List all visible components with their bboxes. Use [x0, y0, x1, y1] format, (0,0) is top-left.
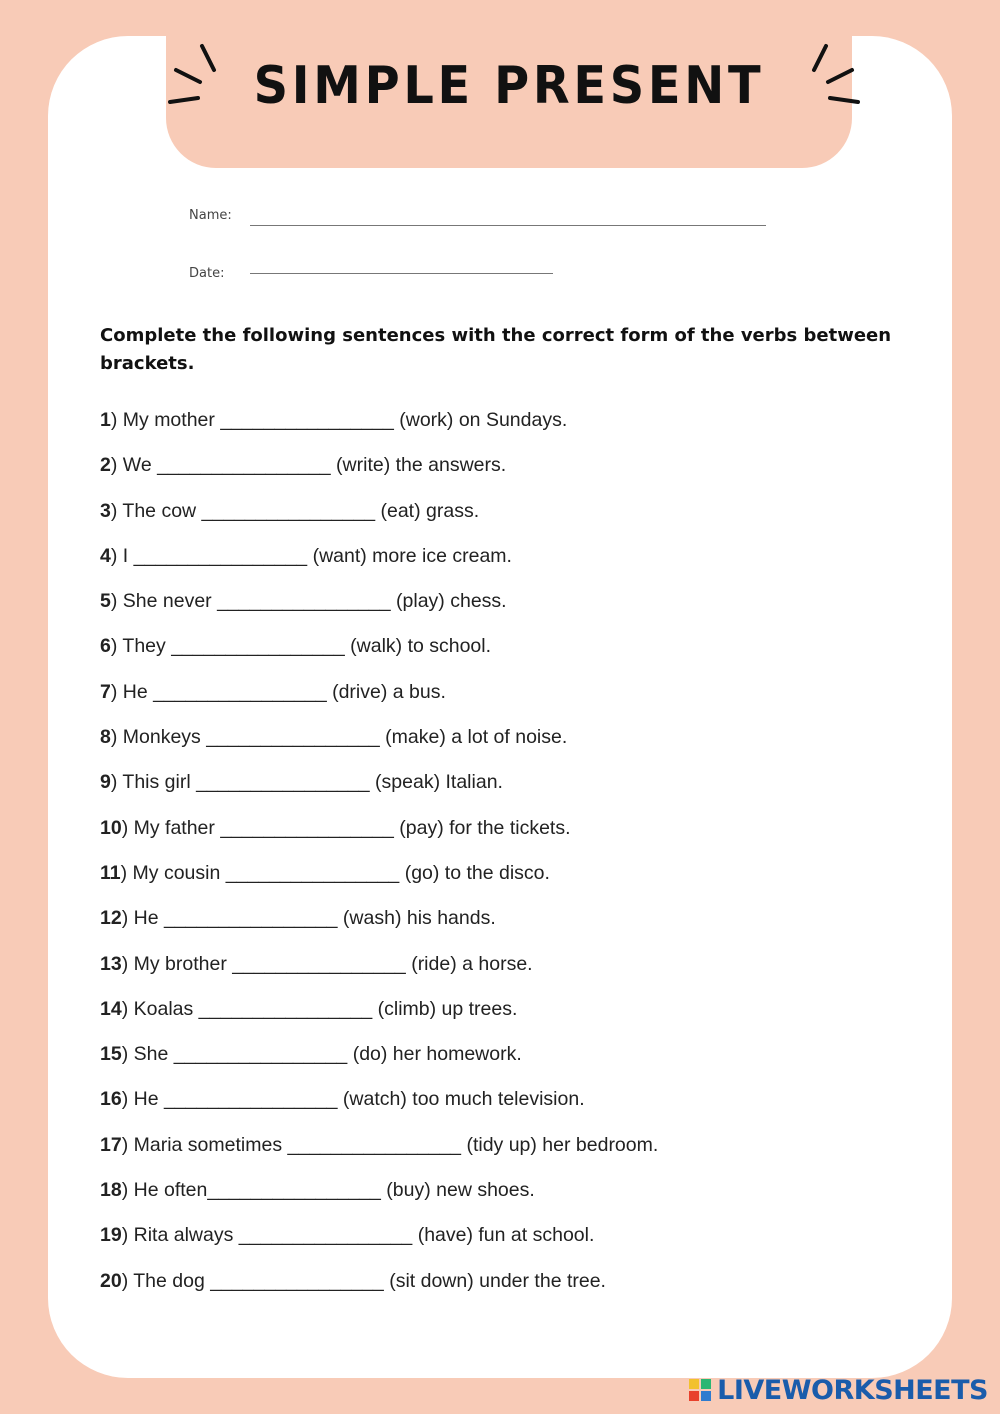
exercise-item — [100, 722, 920, 767]
exercise-item — [100, 813, 920, 858]
item-text-before: He — [133, 1088, 164, 1111]
item-number: 2 — [100, 454, 111, 477]
item-text-before: He — [122, 680, 154, 703]
left-burst-decoration — [166, 40, 226, 110]
name-label: Name: — [189, 208, 232, 223]
item-paren: ) — [110, 590, 123, 613]
answer-blank[interactable]: ________________ — [225, 861, 400, 884]
item-text-after: (wash) his hands. — [337, 907, 496, 930]
item-paren: ) — [110, 635, 123, 658]
item-text-after: (play) chess. — [390, 590, 507, 613]
item-number: 3 — [100, 499, 111, 522]
exercise-item — [100, 586, 920, 631]
item-paren: ) — [110, 544, 123, 567]
exercise-item — [100, 1084, 920, 1129]
item-text-before: Maria sometimes — [133, 1133, 288, 1156]
date-field[interactable] — [250, 273, 553, 274]
item-paren: ) — [110, 680, 123, 703]
item-number: 9 — [100, 771, 111, 794]
item-text-before: My father — [133, 816, 221, 839]
right-burst-decoration — [802, 40, 862, 110]
answer-blank[interactable]: ________________ — [153, 680, 327, 703]
item-text-after: (pay) for the tickets. — [393, 816, 571, 839]
item-paren: ) — [121, 907, 134, 930]
item-paren: ) — [121, 1224, 134, 1247]
item-number: 18 — [100, 1179, 122, 1202]
item-number: 19 — [100, 1224, 122, 1247]
answer-blank[interactable]: ________________ — [133, 544, 308, 567]
exercise-item — [100, 1266, 920, 1311]
answer-blank[interactable]: ________________ — [171, 635, 345, 658]
item-paren: ) — [121, 952, 134, 975]
item-text-before: The cow — [122, 499, 202, 522]
item-number: 14 — [100, 997, 122, 1020]
exercise-item — [100, 1039, 920, 1084]
item-text-after: (drive) a bus. — [326, 680, 446, 703]
instructions: Complete the following sentences with the correct form of the verbs between brackets. — [100, 325, 892, 374]
item-text-before: He — [133, 907, 164, 930]
item-paren: ) — [121, 1269, 134, 1292]
item-text-before: I — [122, 544, 134, 567]
exercise-item — [100, 949, 920, 994]
item-text-after: (tidy up) her bedroom. — [461, 1133, 659, 1156]
exercise-item — [100, 405, 920, 450]
item-number: 13 — [100, 952, 122, 975]
item-number: 10 — [100, 816, 122, 839]
exercise-item — [100, 1220, 920, 1265]
item-text-after: (climb) up trees. — [372, 997, 518, 1020]
item-text-after: (sit down) under the tree. — [383, 1269, 606, 1292]
item-number: 17 — [100, 1133, 122, 1156]
item-paren: ) — [110, 726, 123, 749]
answer-blank[interactable]: ________________ — [206, 726, 380, 749]
answer-blank[interactable]: ________________ — [287, 1133, 462, 1156]
item-text-after: (ride) a horse. — [405, 952, 533, 975]
logo-text: LIVEWORKSHEETS — [717, 1374, 988, 1406]
answer-blank[interactable]: ________________ — [201, 499, 376, 522]
item-text-after: (walk) to school. — [344, 635, 492, 658]
item-text-before: My cousin — [132, 861, 226, 884]
page-title: SIMPLE PRESENT — [253, 56, 765, 116]
item-paren: ) — [110, 499, 123, 522]
item-number: 11 — [100, 861, 121, 884]
answer-blank[interactable]: ________________ — [220, 816, 394, 839]
logo-square — [701, 1379, 711, 1389]
item-text-before: The dog — [133, 1269, 211, 1292]
exercise-item — [100, 450, 920, 495]
logo-square — [689, 1379, 699, 1389]
item-text-after: (buy) new shoes. — [380, 1179, 535, 1202]
logo-square — [701, 1391, 711, 1401]
item-paren: ) — [110, 454, 123, 477]
item-text-after: (eat) grass. — [375, 499, 480, 522]
item-text-after: (have) fun at school. — [412, 1224, 595, 1247]
item-paren: ) — [121, 1133, 134, 1156]
item-text-after: (go) to the disco. — [399, 861, 550, 884]
item-text-before: My mother — [122, 409, 221, 431]
exercise-item — [100, 1130, 920, 1175]
item-number: 4 — [100, 544, 111, 567]
answer-blank[interactable]: ________________ — [163, 907, 338, 930]
item-text-before: He often — [133, 1179, 208, 1202]
answer-blank[interactable]: ________________ — [157, 454, 331, 477]
logo-square — [689, 1391, 699, 1401]
exercise-item — [100, 858, 920, 903]
exercise-item — [100, 541, 920, 586]
item-paren: ) — [121, 1088, 134, 1111]
item-text-before: She — [133, 1043, 174, 1066]
answer-blank[interactable]: ________________ — [217, 590, 391, 613]
item-number: 6 — [100, 635, 111, 658]
exercise-item — [100, 767, 920, 812]
item-number: 5 — [100, 590, 111, 613]
item-text-before: We — [122, 454, 158, 477]
item-text-after: (work) on Sundays. — [393, 409, 568, 431]
item-number: 8 — [100, 726, 111, 749]
item-text-before: This girl — [122, 771, 197, 794]
item-paren: ) — [110, 771, 123, 794]
answer-blank[interactable]: ________________ — [220, 409, 394, 431]
item-paren: ) — [110, 409, 123, 431]
item-number: 20 — [100, 1269, 122, 1292]
item-text-before: She never — [122, 590, 218, 613]
item-text-after: (watch) too much television. — [337, 1088, 585, 1111]
item-text-before: My brother — [133, 952, 233, 975]
item-number: 1 — [100, 409, 111, 431]
item-text-after: (write) the answers. — [330, 454, 507, 477]
answer-blank[interactable]: ________________ — [196, 771, 370, 794]
item-paren: ) — [121, 816, 134, 839]
item-number: 15 — [100, 1043, 122, 1066]
item-paren: ) — [121, 997, 134, 1020]
item-number: 7 — [100, 680, 111, 703]
answer-blank[interactable]: ________________ — [173, 1043, 348, 1066]
item-text-before: Rita always — [133, 1224, 239, 1247]
item-text-after: (make) a lot of noise. — [379, 726, 568, 749]
item-paren: ) — [121, 1179, 134, 1202]
item-text-before: Monkeys — [122, 726, 207, 749]
exercise-item — [100, 903, 920, 948]
item-number: 12 — [100, 907, 122, 930]
answer-blank[interactable]: ________________ — [232, 952, 406, 975]
answer-blank[interactable]: ________________ — [238, 1224, 413, 1247]
name-field[interactable] — [250, 225, 766, 226]
item-text-before: They — [122, 635, 172, 658]
exercise-item — [100, 631, 920, 676]
item-text-before: Koalas — [133, 997, 199, 1020]
answer-blank[interactable]: ________________ — [198, 997, 373, 1020]
exercise-item — [100, 677, 920, 722]
item-paren: ) — [120, 861, 133, 884]
liveworksheets-logo — [689, 1372, 988, 1408]
logo-mark-icon — [689, 1379, 711, 1401]
exercise-item — [100, 496, 920, 541]
item-text-after: (do) her homework. — [347, 1043, 522, 1066]
date-label: Date: — [189, 266, 225, 281]
item-paren: ) — [121, 1043, 134, 1066]
exercise-item — [100, 1175, 920, 1220]
answer-blank[interactable]: ________________ — [163, 1088, 338, 1111]
answer-blank[interactable]: ________________ — [207, 1179, 381, 1202]
exercise-list — [100, 405, 920, 1311]
item-text-after: (want) more ice cream. — [307, 544, 512, 567]
item-number: 16 — [100, 1088, 122, 1111]
exercise-item — [100, 994, 920, 1039]
answer-blank[interactable]: ________________ — [210, 1269, 384, 1292]
item-text-after: (speak) Italian. — [369, 771, 503, 794]
